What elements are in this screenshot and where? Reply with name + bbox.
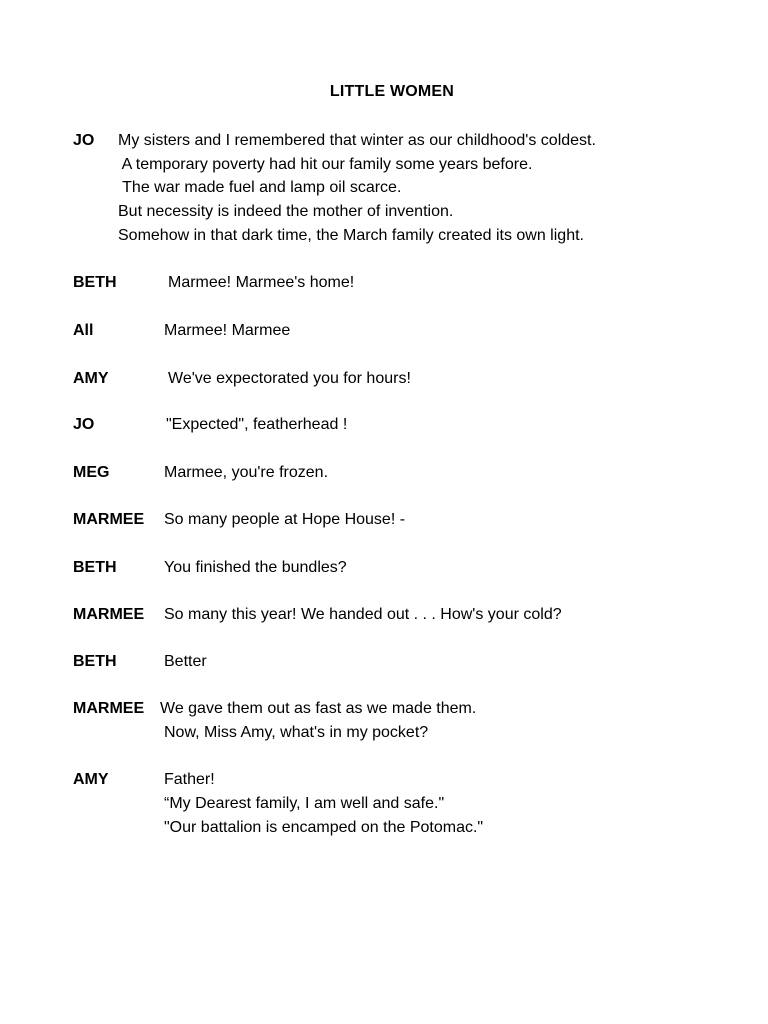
dialogue-line: My sisters and I remembered that winter as our childhood's coldest.	[118, 132, 596, 149]
speaker-name: AMY	[73, 370, 109, 387]
dialogue-line: Marmee! Marmee's home!	[168, 274, 355, 291]
dialogue-line: So many this year! We handed out . . . How's your cold?	[164, 606, 562, 623]
speaker-name: JO	[73, 132, 95, 149]
dialogue-line: The war made fuel and lamp oil scarce.	[118, 179, 402, 196]
speaker-name: BETH	[73, 653, 117, 670]
dialogue-line: So many people at Hope House! -	[164, 511, 406, 528]
speaker-name: All	[73, 322, 94, 339]
dialogue-line: Marmee, you're frozen.	[164, 464, 329, 481]
dialogue-line: We gave them out as fast as we made them.	[160, 700, 477, 717]
dialogue-line: Somehow in that dark time, the March family created its own light.	[118, 227, 584, 244]
speaker-name: MARMEE	[73, 511, 145, 528]
dialogue-line: But necessity is indeed the mother of invention.	[118, 203, 454, 220]
dialogue-line: Father!	[164, 771, 215, 788]
speaker-name: MARMEE	[73, 606, 145, 623]
dialogue-line: Better	[164, 653, 207, 670]
dialogue-line: “My Dearest family, I am well and safe."	[164, 795, 445, 812]
page-title: LITTLE WOMEN	[329, 83, 455, 100]
speaker-name: BETH	[73, 559, 117, 576]
speaker-name: AMY	[73, 771, 109, 788]
speaker-name: BETH	[73, 274, 117, 291]
dialogue-line: Marmee! Marmee	[164, 322, 291, 339]
dialogue-line: You finished the bundles?	[164, 559, 347, 576]
dialogue-line: "Our battalion is encamped on the Potomac."	[164, 819, 484, 836]
dialogue-line: Now, Miss Amy, what's in my pocket?	[164, 724, 429, 741]
dialogue-line: "Expected", featherhead !	[166, 416, 348, 433]
dialogue-line: We've expectorated you for hours!	[168, 370, 411, 387]
speaker-name: JO	[73, 416, 95, 433]
speaker-name: MARMEE	[73, 700, 145, 717]
speaker-name: MEG	[73, 464, 110, 481]
dialogue-line: A temporary poverty had hit our family some years before.	[118, 156, 533, 173]
